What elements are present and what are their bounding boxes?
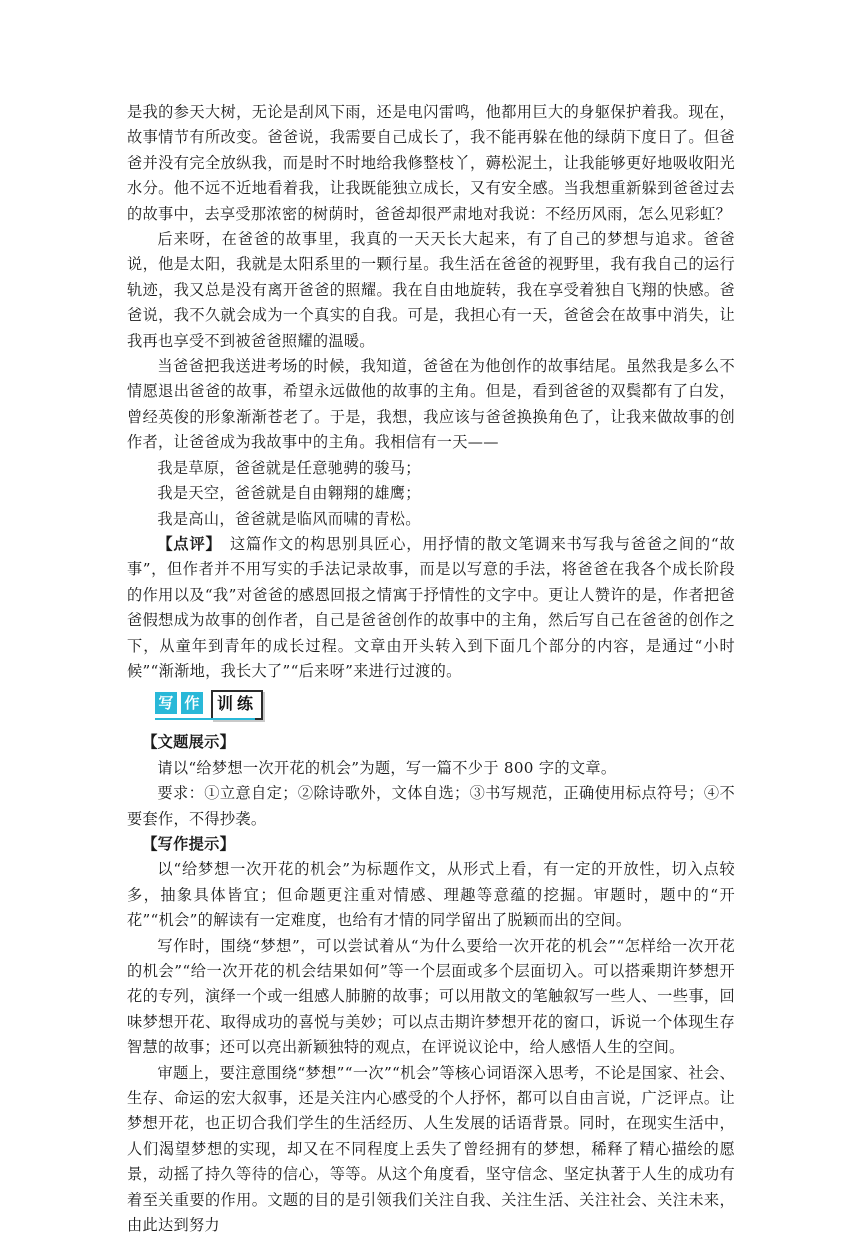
- essay-paragraph-1: 是我的参天大树，无论是刮风下雨，还是电闪雷鸣，他都用巨大的身躯保护着我。现在，故事情节有所改变。爸爸说，我需要自己成长了，我不能再躲在他的绿荫下度日了。但爸爸并没有完全放纵我，而是时不时地给我修整枝丫，薅松泥土，让我能够更好地吸收阳光水分。他不远不近地看着我，让我既能独立成长，又有安全感。当我想重新躲到爸爸过去的故事中，去享受那浓密的树荫时，爸爸却很严肃地对我说：不经历风雨，怎么见彩虹？: [127, 103, 735, 223]
- document-page: [127, 100, 735, 1238]
- poem-line-2: 我是天空，爸爸就是自由翱翔的雄鹰；: [157, 484, 421, 503]
- topic-prompt: 请以“给梦想一次开花的机会”为题，写一篇不少于 800 字的文章。: [157, 758, 617, 777]
- comment-label: 【点评】: [157, 534, 214, 553]
- poem-line-3: 我是高山，爸爸就是临风而啸的青松。: [157, 509, 421, 528]
- writing-training-banner: [155, 690, 735, 724]
- banner-rest: 训练: [211, 690, 263, 720]
- tips-paragraph-1: 以“给梦想一次开花的机会”为标题作文，从形式上看，有一定的开放性，切入点较多，抽象具体皆宜；但命题更注重对情感、理趣等意蕴的挖掘。审题时，题中的“开花”“机会”的解读有一定难度，也给有才情的同学留出了脱颖而出的空间。: [127, 860, 735, 930]
- banner-underline: [155, 718, 255, 720]
- tips-heading: 【写作提示】: [142, 834, 236, 853]
- tips-paragraph-3: 审题上，要注意围绕“梦想”“一次”“机会”等核心词语深入思考，不论是国家、社会、生存、命运的宏大叙事，还是关注内心感受的个人抒怀，都可以自由言说，广泛评点。让梦想开花，也正切合我们学生的生活经历、人生发展的话语背景。同时，在现实生活中，人们渴望梦想的实现，却又在不同程度上丢失了曾经拥有的梦想，稀释了精心描绘的愿景，动摇了持久等待的信心，等等。从这个角度看，坚守信念、坚定执著于人生的成功有着至关重要的作用。文题的目的是引领我们关注自我、关注生活、关注社会、关注未来，由此达到努力: [127, 1063, 735, 1235]
- banner-char-2: 作: [181, 692, 203, 714]
- banner-char-1: 写: [155, 692, 177, 714]
- topic-heading: 【文题展示】: [142, 733, 236, 752]
- essay-paragraph-2: 后来呀，在爸爸的故事里，我真的一天天长大起来，有了自己的梦想与追求。爸爸说，他是太阳，我就是太阳系里的一颗行星。我生活在爸爸的视野里，我有我自己的运行轨迹，我又总是没有离开爸爸的照耀。我在自由地旋转，我在享受着独自飞翔的快感。爸爸说，我不久就会成为一个真实的自我。可是，我担心有一天，爸爸会在故事中消失，让我再也享受不到被爸爸照耀的温暖。: [127, 230, 735, 350]
- topic-requirements: 要求：①立意自定；②除诗歌外，文体自选；③书写规范，正确使用标点符号；④不要套作，不得抄袭。: [127, 784, 735, 828]
- essay-paragraph-3: 当爸爸把我送进考场的时候，我知道，爸爸在为他创作的故事结尾。虽然我是多么不情愿退出爸爸的故事，希望永远做他的故事的主角。但是，看到爸爸的双鬓都有了白发，曾经英俊的形象渐渐苍老了。于是，我想，我应该与爸爸换换角色了，让我来做故事的创作者，让爸爸成为我故事中的主角。我相信有一天——: [127, 357, 735, 452]
- comment-paragraph: [127, 532, 735, 684]
- tips-paragraph-2: 写作时，围绕“梦想”，可以尝试着从“为什么要给一次开花的机会”“怎样给一次开花的机会”“给一次开花的机会结果如何”等一个层面或多个层面切入。可以搭乘期许梦想开花的专列，演绎一个或一组感人肺腑的故事；可以用散文的笔触叙写一些人、一些事，回味梦想开花、取得成功的喜悦与美妙；可以点击期许梦想开花的窗口，诉说一个体现生存智慧的故事；还可以亮出新颖独特的观点，在评说议论中，给人感悟人生的空间。: [127, 936, 735, 1057]
- comment-text: 这篇作文的构思别具匠心，用抒情的散文笔调来书写我与爸爸之间的“故事”，但作者并不用写实的手法记录故事，而是以写意的手法，将爸爸在我各个成长阶段的作用以及“我”对爸爸的感恩回报之情寓于抒情性的文字中。更让人赞许的是，作者把爸爸假想成为故事的创作者，自己是爸爸创作的故事中的主角，然后写自己在爸爸的创作之下，从童年到青年的成长过程。文章由开头转入到下面几个部分的内容，是通过“小时候”“渐渐地，我长大了”“后来呀”来进行过渡的。: [127, 534, 735, 680]
- poem-line-1: 我是草原，爸爸就是任意驰骋的骏马；: [157, 458, 421, 477]
